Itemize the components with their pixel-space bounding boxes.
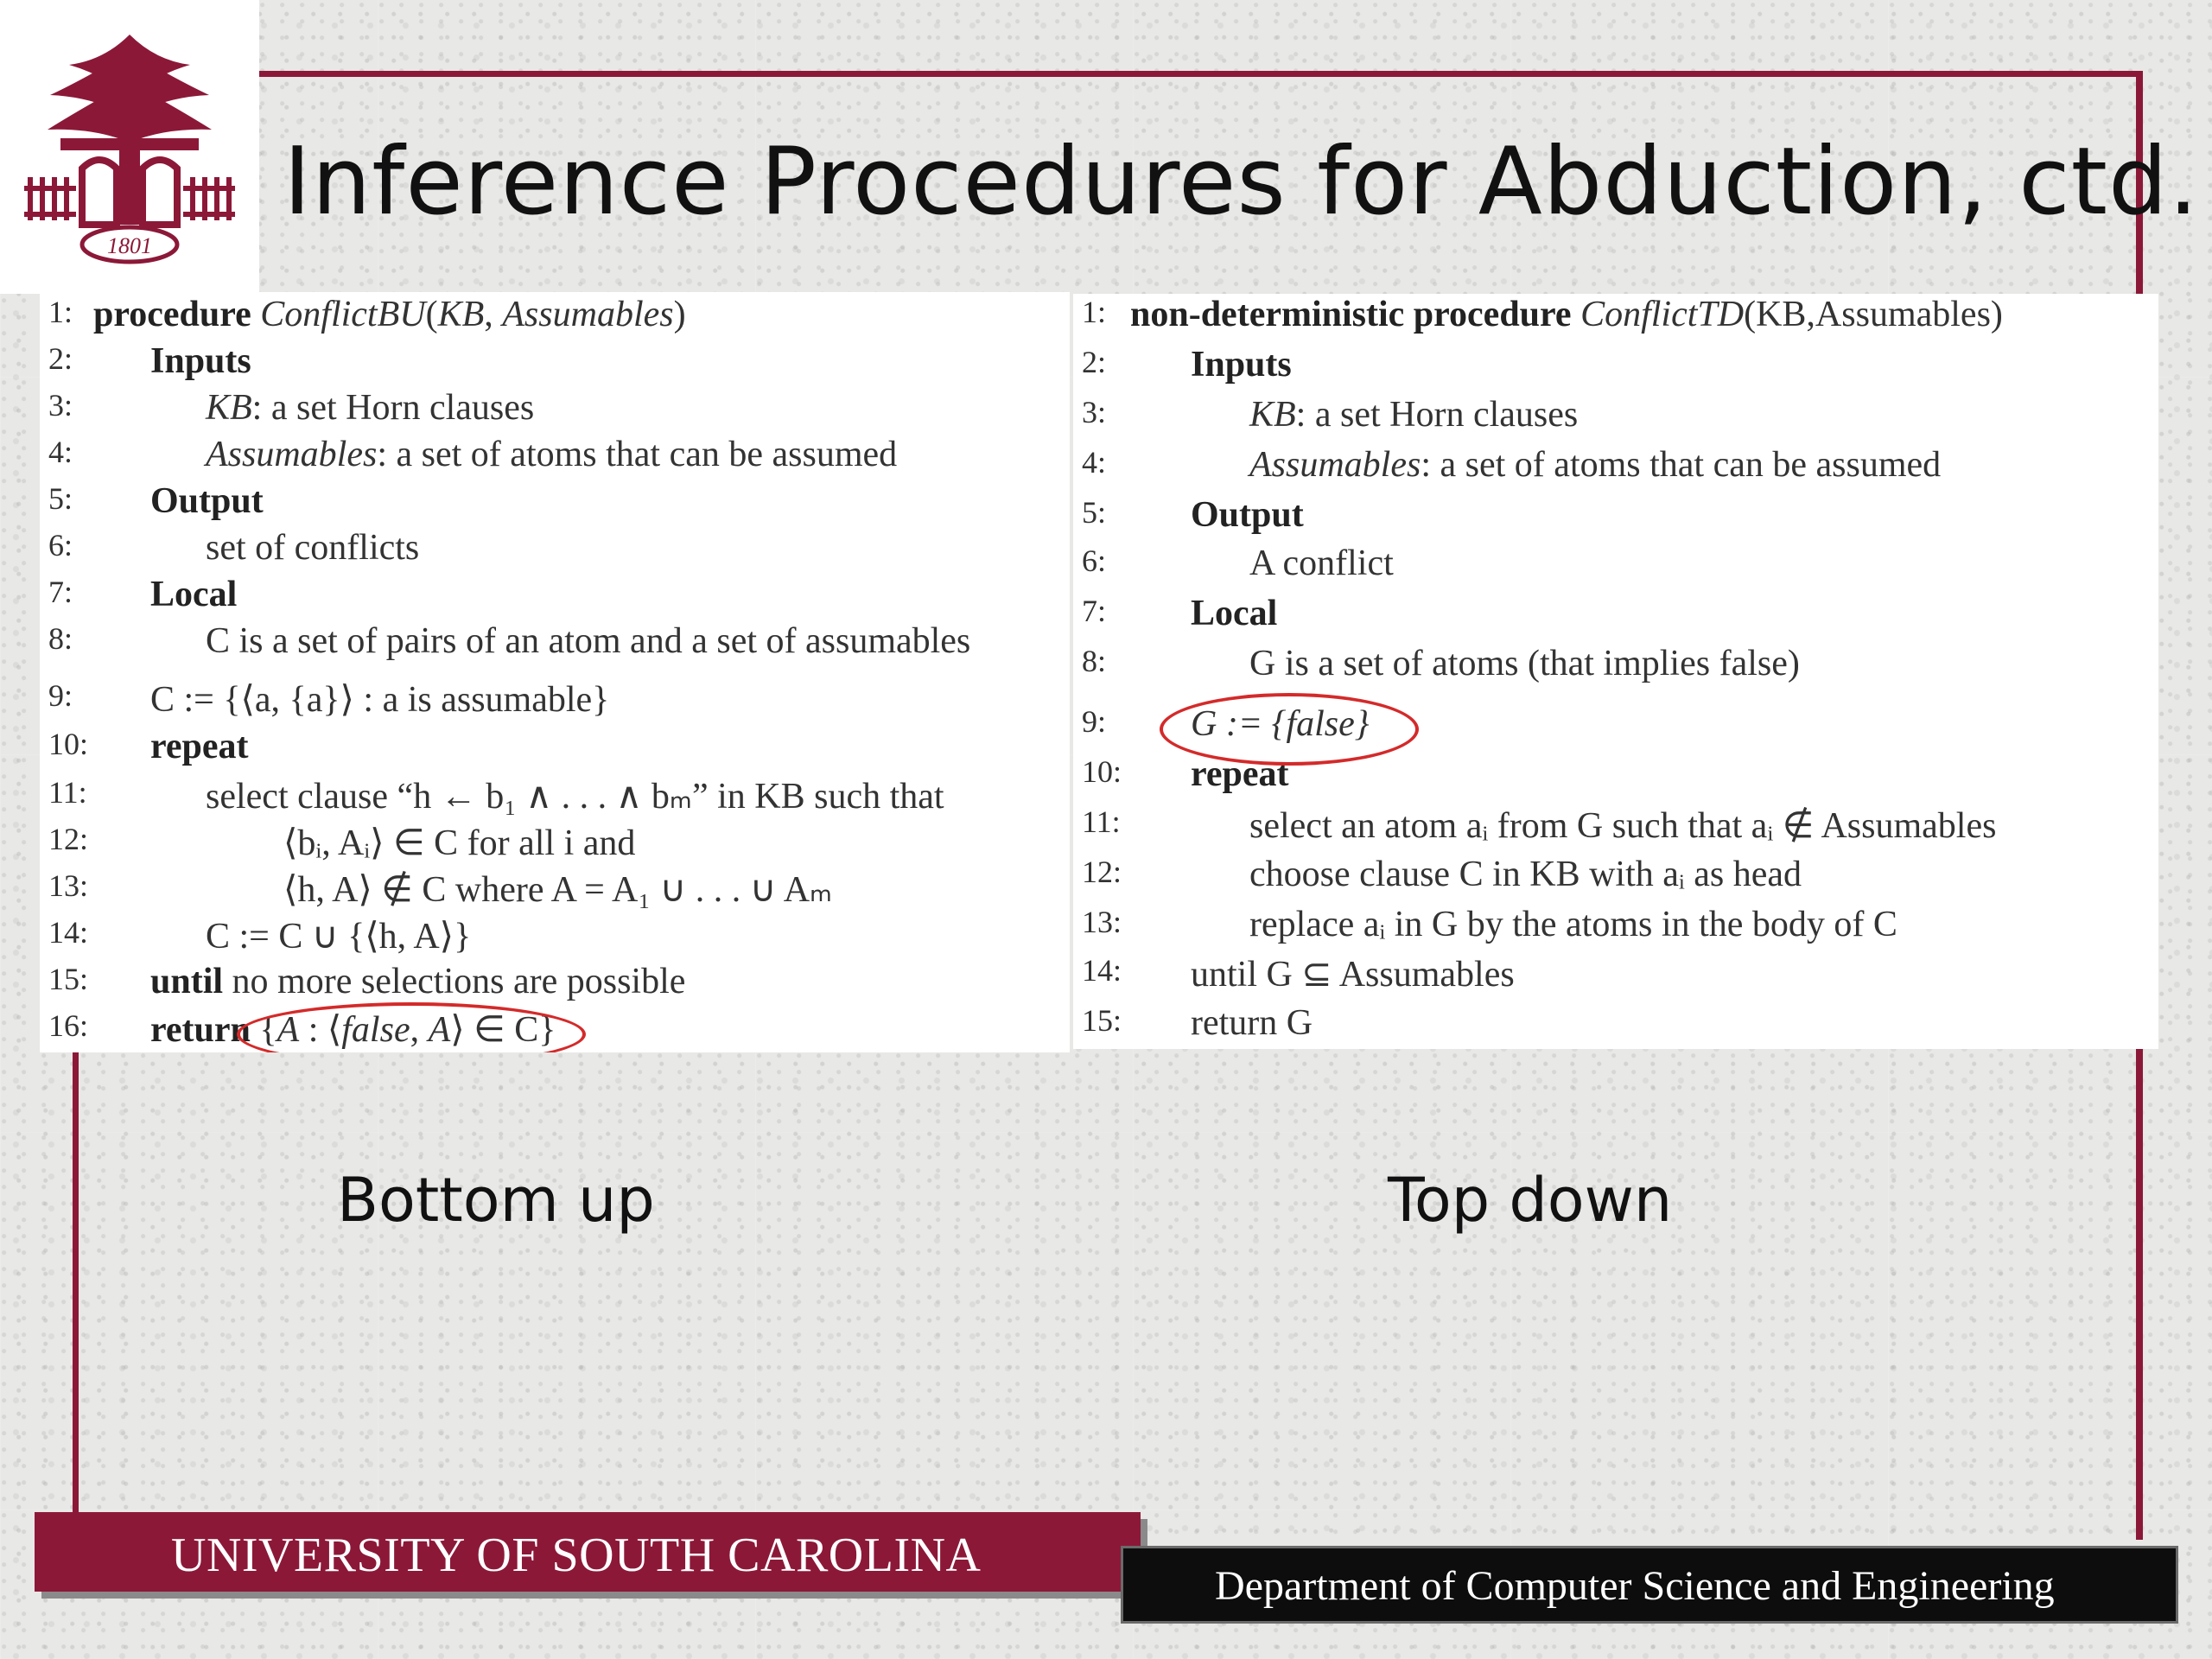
svg-text:1801: 1801 <box>107 233 152 258</box>
caption-top-down: Top down <box>1388 1165 1673 1236</box>
bottom-up-algorithm-panel: 1: procedure ConflictBU(KB, Assumables) 2: Inputs 3: KB: a set Horn clauses 4: Assumables: a set of atoms that can be assumed 5: Output 6: set of conflicts 7: Local 8: C is a set of pairs of an atom and a set of assumables 9: C := {⟨a, {a}⟩ : a is assumable} 10: repeat 11: select clause “h ← b₁ ∧ . . . ∧ bₘ” in KB such that 12: ⟨bᵢ, Aᵢ⟩ ∈ C for all i and 13: ⟨h, A⟩ ∉ C where A = A₁ ∪ . . . ∪ Aₘ 14: C := C ∪ {⟨h, A⟩} 15: until no more selections are possible 16: return {A : ⟨false, A⟩ ∈ C} <box>40 292 1070 1052</box>
palmetto-tree-icon <box>0 0 259 294</box>
department-banner <box>1123 1548 2176 1621</box>
top-down-algorithm-panel: 1: non-deterministic procedure ConflictTD(KB,Assumables) 2: Inputs 3: KB: a set Horn clauses 4: Assumables: a set of atoms that can be assumed 5: Output 6: A conflict 7: Local 8: G is a set of atoms (that implies false) 9: G := {false} 10: repeat 11: select an atom aᵢ from G such that aᵢ ∉ Assumables 12: choose clause C in KB with aᵢ as head 13: replace aᵢ in G by the atoms in the body of C 14: until G ⊆ Assumables 15: return G <box>1073 294 2158 1049</box>
frame-left-border <box>73 1037 79 1521</box>
highlight-circle <box>1160 693 1419 766</box>
caption-bottom-up: Bottom up <box>337 1165 655 1236</box>
usc-palmetto-logo <box>0 0 259 294</box>
university-banner <box>35 1512 1141 1592</box>
frame-top-border <box>259 71 2143 77</box>
slide-title: Inference Procedures for Abduction, ctd. <box>283 128 2199 236</box>
university-name: UNIVERSITY OF SOUTH CAROLINA <box>171 1529 982 1582</box>
department-name: Department of Computer Science and Engineering <box>1215 1563 2055 1609</box>
